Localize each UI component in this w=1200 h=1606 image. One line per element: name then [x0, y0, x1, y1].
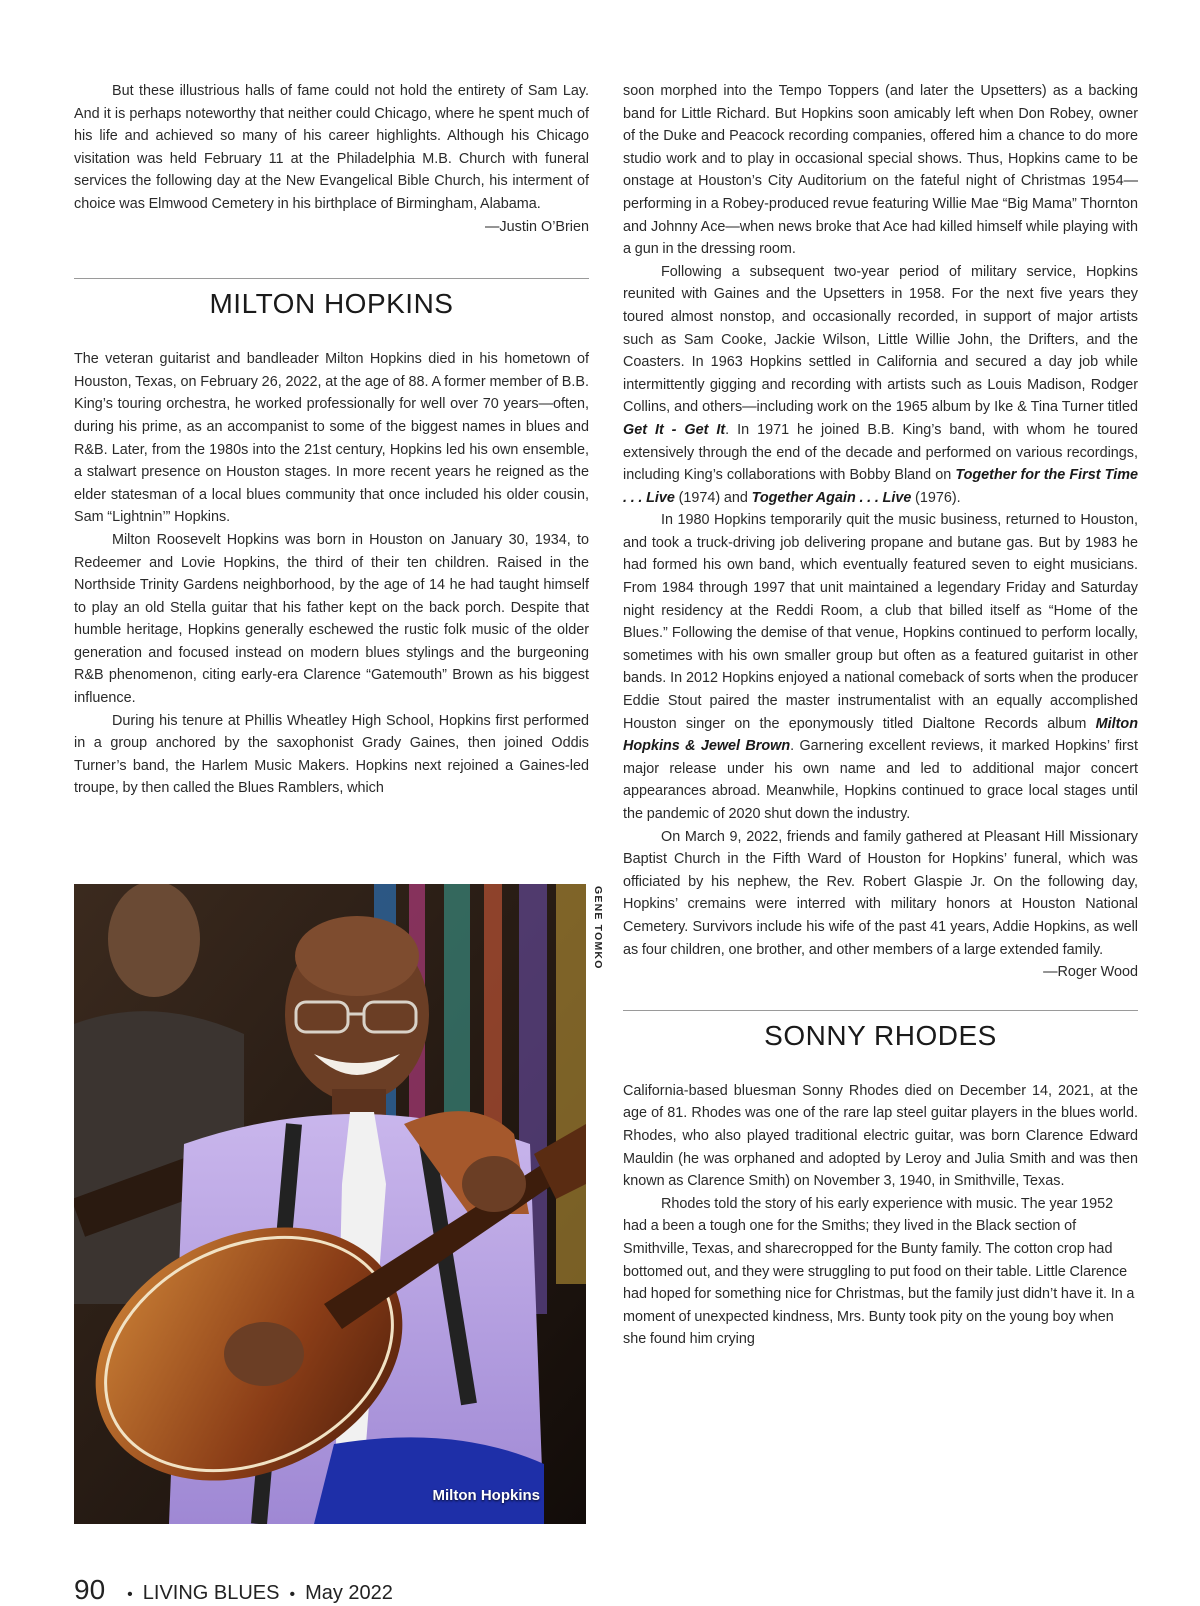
obrien-byline: —Justin O’Brien — [485, 218, 589, 235]
photo-credit: GENE TOMKO — [592, 886, 604, 970]
album-title-together-first-time: Together for the First Time . . . Live — [623, 467, 1138, 506]
hopkins-paragraph-7: On March 9, 2022, friends and family gathered at Pleasant Hill Missionary Baptist Church in the Fifth Ward of Houston for Hopkins’ funeral, which was officiated by his nephew, the Rev. Robert Glaspie Jr. On the following day, Hopkins’ cremains were interred with military honors at Houston National Cemetery. Survivors include his wife of the past 41 years, Addie Hopkins, as well as four children, one brother, and other members of a large extended family. — [623, 828, 1138, 958]
rhodes-paragraph-2: Rhodes told the story of his early experience with music. The year 1952 had a been a tough one for the Smiths; they lived in the Black section of Smithville, Texas, and sharecropped for the Bunty family. The cotton crop had bottomed out, and they were struggling to put food on their table. Little Clarence had hoped for something nice for Christmas, but the family just didn’t have it. In a moment of unexpected kindness, Mrs. Bunty took pity on the young boy when she found him crying — [623, 1195, 1135, 1348]
sonny-rhodes-heading: SONNY RHODES — [764, 1019, 997, 1051]
issue-date: May 2022 — [305, 1582, 393, 1604]
album-title-get-it: Get It - Get It — [623, 421, 726, 438]
magazine-name: LIVING BLUES — [142, 1582, 280, 1604]
hopkins-paragraph-3: During his tenure at Phillis Wheatley High School, Hopkins first performed in a group anchored by the saxophonist Grady Gaines, then joined Oddis Turner’s band, the Harlem Music Makers. Hopkins next rejoined a Gaines-led troupe, by then called the Blues Ramblers, which — [74, 712, 589, 797]
wood-byline: —Roger Wood — [1043, 964, 1138, 981]
page-number: 90 — [74, 1574, 106, 1605]
photo-illustration — [74, 884, 586, 1524]
hopkins-paragraph-1: The veteran guitarist and bandleader Milton Hopkins died in his hometown of Houston, Texas, on February 26, 2022, at the age of 88. A former member of B.B. King’s touring orchestra, he worked professionally for well over 70 years—often, during his prime, as an accompanist to some of the biggest names in blues and R&B. Later, from the 1980s into the 21st century, Hopkins led his own ensemble, a stalwart presence on Houston stages. In more recent years he reigned as the elder statesman of a local blues community that once included his older cousin, Sam “Lightnin’” Hopkins. — [74, 351, 589, 526]
album-title-hopkins-brown: Milton Hopkins & Jewel Brown — [623, 715, 1138, 755]
hopkins-paragraph-5: Following a subsequent two-year period of military service, Hopkins reunited with Gaines and the Upsetters in 1958. For the next five years they toured almost nonstop, and occasionally recorded, in support of major artists such as Sam Cooke, Jackie Wilson, Little Willie John, the Drifters, and the Coasters. In 1963 Hopkins settled in California and secured a day job while intermittently gigging and recording with artists such as Louis Madison, Rodger Collins, and others—including work on the 1965 album by Ike & Tina Turner titled Get It - Get It. In 1971 he joined B.B. King’s band, with whom he toured extensively through the end of the decade and performed on various recordings, including King’s collaborations with Bobby Bland on Together for the First Time . . . Live (1974) and Together Again . . . Live (1976). — [623, 263, 1138, 506]
hopkins-paragraph-4: soon morphed into the Tempo Toppers (and later the Upsetters) as a backing band for Little Richard. But Hopkins soon amicably left when Don Robey, owner of the Duke and Peacock recording companies, offered him a chance to do more studio work and to play in occasional special shows. Thus, Hopkins came to be onstage at Houston’s City Auditorium on the fateful night of Christmas 1954—performing in a Robey-produced revue featuring Willie Mae “Big Mama” Thornton and Johnny Ace—when news broke that Ace had killed himself while playing with a gun in the dressing room. — [623, 83, 1138, 258]
milton-hopkins-photo — [74, 884, 586, 1524]
footer-separator: • — [127, 1586, 133, 1603]
rhodes-paragraph-1: California-based bluesman Sonny Rhodes died on December 14, 2021, at the age of 81. Rhodes was one of the rare lap steel guitar players in the blues world. Rhodes, who also played traditional electric guitar, was born Clarence Edward Mauldin (he was orphaned and adopted by Leroy and Julia Smith and was then known as Clarence Smith) on November 3, 1940, in Smithville, Texas. — [623, 1082, 1138, 1190]
hopkins-paragraph-6: In 1980 Hopkins temporarily quit the music business, returned to Houston, and took a truck-driving job delivering propane and butane gas. But by 1983 he had formed his own band, which eventually featured seven to eight musicians. From 1984 through 1997 that unit maintained a legendary Friday and Saturday night residency at the Reddi Room, a club that billed itself as “Home of the Blues.” Following the demise of that venue, Hopkins continued to perform locally, sometimes with his own smaller group but often as a featured guitarist in other bands. In 2012 Hopkins enjoyed a national comeback of sorts when the producer Eddie Stout paired the master instrumentalist with an equally accomplished Houston singer on the eponymously titled Dialtone Records album Milton Hopkins & Jewel Brown. Garnering excellent reviews, it marked Hopkins’ first major release under his own name and led to additional major concert appearances abroad. Meanwhile, Hopkins continued to grace local stages until the pandemic of 2020 shut down the industry. — [623, 512, 1138, 822]
photo-caption: Milton Hopkins — [432, 1487, 540, 1504]
page-footer — [74, 1574, 393, 1606]
hopkins-paragraph-2: Milton Roosevelt Hopkins was born in Houston on January 30, 1934, to Redeemer and Lovie Hopkins, the third of their ten children. Raised in the Northside Trinity Gardens neighborhood, by the age of 14 he had taught himself to play an old Stella guitar that his father kept on the back porch. Despite that humble heritage, Hopkins generally eschewed the rustic folk music of the older generation and focused instead on modern blues stylings and the burgeoning R&B phenomenon, citing early-era Clarence “Gatemouth” Brown as his biggest influence. — [74, 531, 589, 707]
left-column — [74, 80, 589, 800]
footer-separator: • — [289, 1586, 296, 1603]
milton-hopkins-heading: MILTON HOPKINS — [209, 288, 454, 320]
album-title-together-again: Together Again . . . Live — [751, 489, 912, 506]
obrien-closing-paragraph: But these illustrious halls of fame could not hold the entirety of Sam Lay. And it is perhaps noteworthy that neither could Chicago, where he spent much of his life and achieved so many of his career highlights. Although his Chicago visitation was held February 11 at the Philadelphia M.B. Church with funeral services the following day at the New Evangelical Bible Church, his interment of choice was Elmwood Cemetery in his birthplace of Birmingham, Alabama. — [74, 83, 589, 212]
right-column — [623, 80, 1138, 1351]
